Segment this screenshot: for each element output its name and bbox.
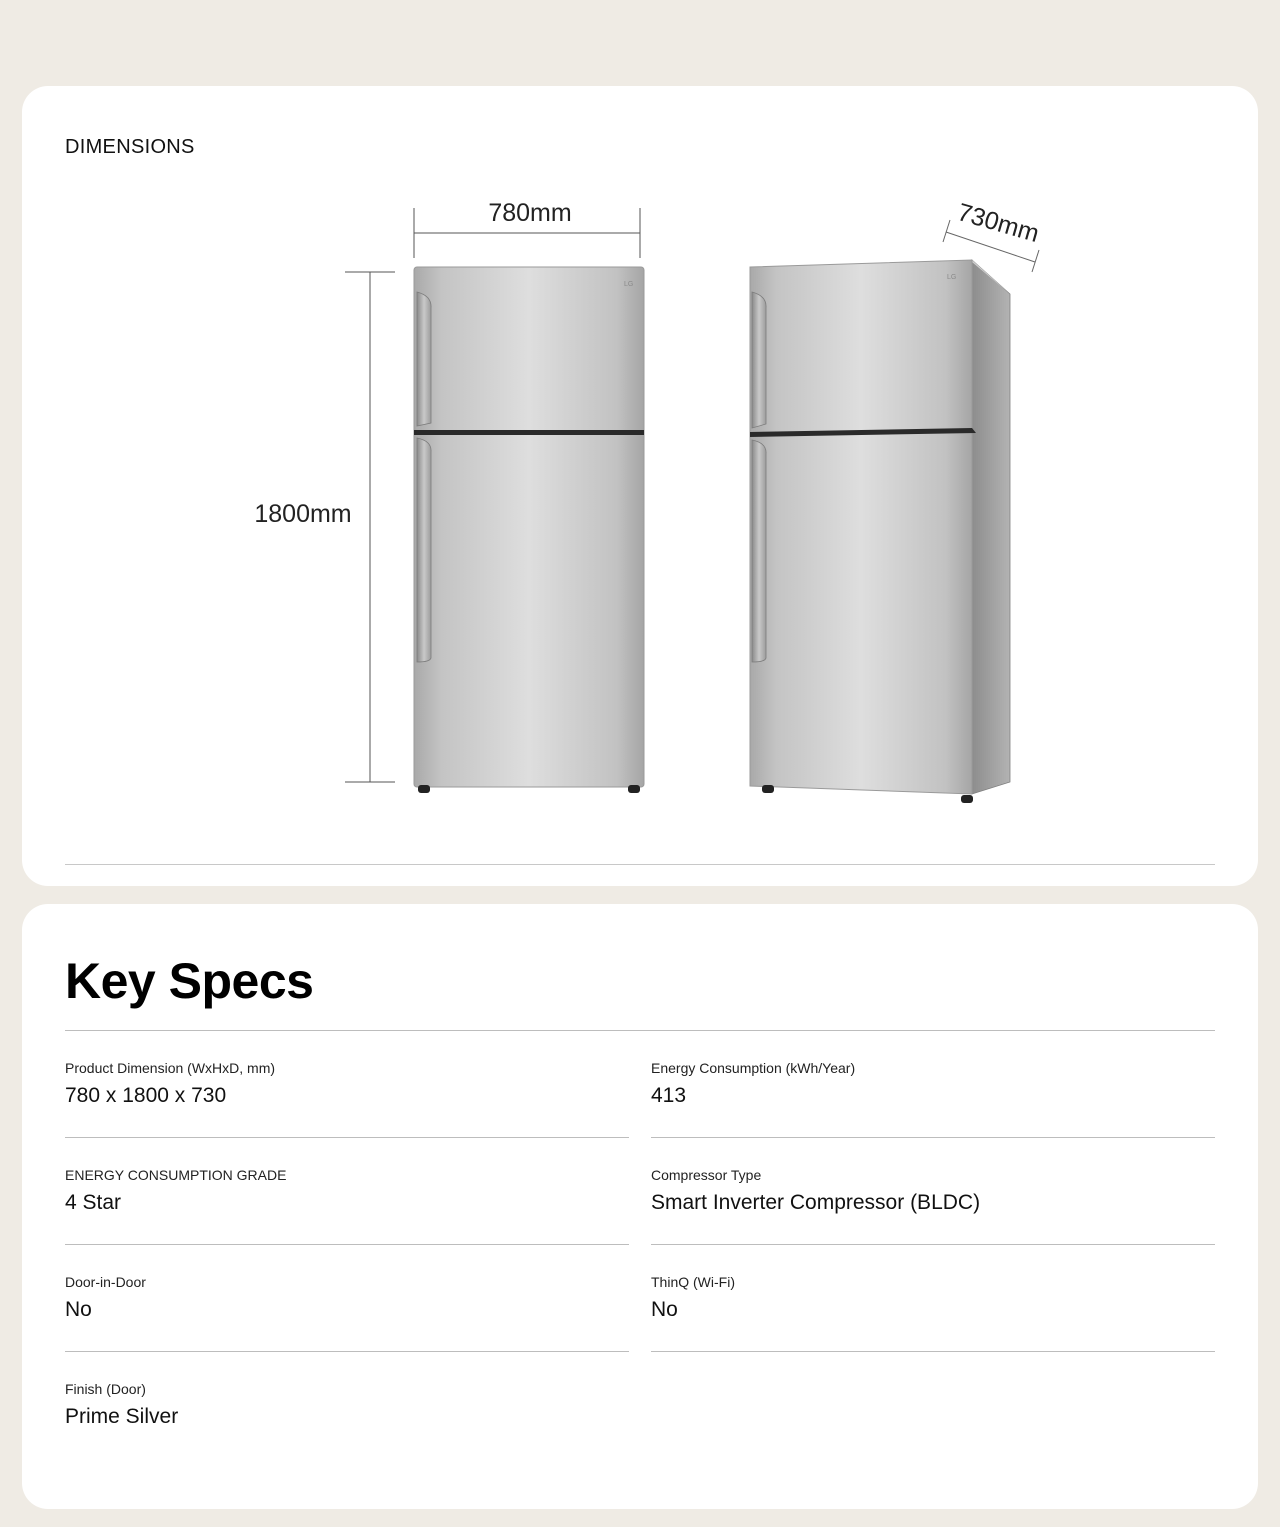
spec-label: Energy Consumption (kWh/Year) bbox=[651, 1060, 856, 1076]
spec-label: Door-in-Door bbox=[65, 1274, 146, 1290]
spec-item-energy-consumption bbox=[651, 1031, 1215, 1138]
spec-value: Smart Inverter Compressor (BLDC) bbox=[651, 1191, 981, 1214]
spec-label: Finish (Door) bbox=[65, 1381, 146, 1397]
dimensions-divider bbox=[65, 864, 1215, 865]
spec-value: 4 Star bbox=[65, 1191, 122, 1214]
spec-item-thinq-wifi bbox=[651, 1245, 1215, 1352]
dimensions-illustration bbox=[22, 86, 1258, 886]
spec-label: ENERGY CONSUMPTION GRADE bbox=[65, 1167, 287, 1183]
spec-label: ThinQ (Wi-Fi) bbox=[651, 1274, 735, 1290]
spec-item-energy-grade bbox=[65, 1138, 629, 1245]
width-label: 780mm bbox=[488, 199, 572, 227]
dimensions-card bbox=[22, 86, 1258, 886]
depth-label: 730mm bbox=[954, 198, 1043, 248]
height-dimension-line bbox=[345, 272, 395, 782]
spec-label: Product Dimension (WxHxD, mm) bbox=[65, 1060, 276, 1076]
spec-item-finish-door bbox=[65, 1352, 629, 1458]
spec-label: Compressor Type bbox=[651, 1167, 762, 1183]
height-label: 1800mm bbox=[254, 500, 352, 528]
fridge-front-view bbox=[414, 267, 644, 793]
brand-logo: LG bbox=[624, 281, 634, 288]
spec-value: Prime Silver bbox=[65, 1405, 179, 1428]
key-specs-title: Key Specs bbox=[65, 953, 314, 1009]
key-specs-grid bbox=[65, 1031, 1215, 1458]
spec-value: 780 x 1800 x 730 bbox=[65, 1084, 227, 1107]
key-specs-card bbox=[22, 904, 1258, 1509]
brand-logo-angled: LG bbox=[947, 274, 957, 281]
spec-value: 413 bbox=[651, 1084, 687, 1107]
fridge-angled-view bbox=[750, 260, 1010, 803]
spec-item-product-dimension bbox=[65, 1031, 629, 1138]
spec-item-compressor-type bbox=[651, 1138, 1215, 1245]
spec-value: No bbox=[651, 1298, 678, 1321]
spec-value: No bbox=[65, 1298, 92, 1321]
dimensions-title: DIMENSIONS bbox=[65, 136, 195, 158]
spec-item-door-in-door bbox=[65, 1245, 629, 1352]
